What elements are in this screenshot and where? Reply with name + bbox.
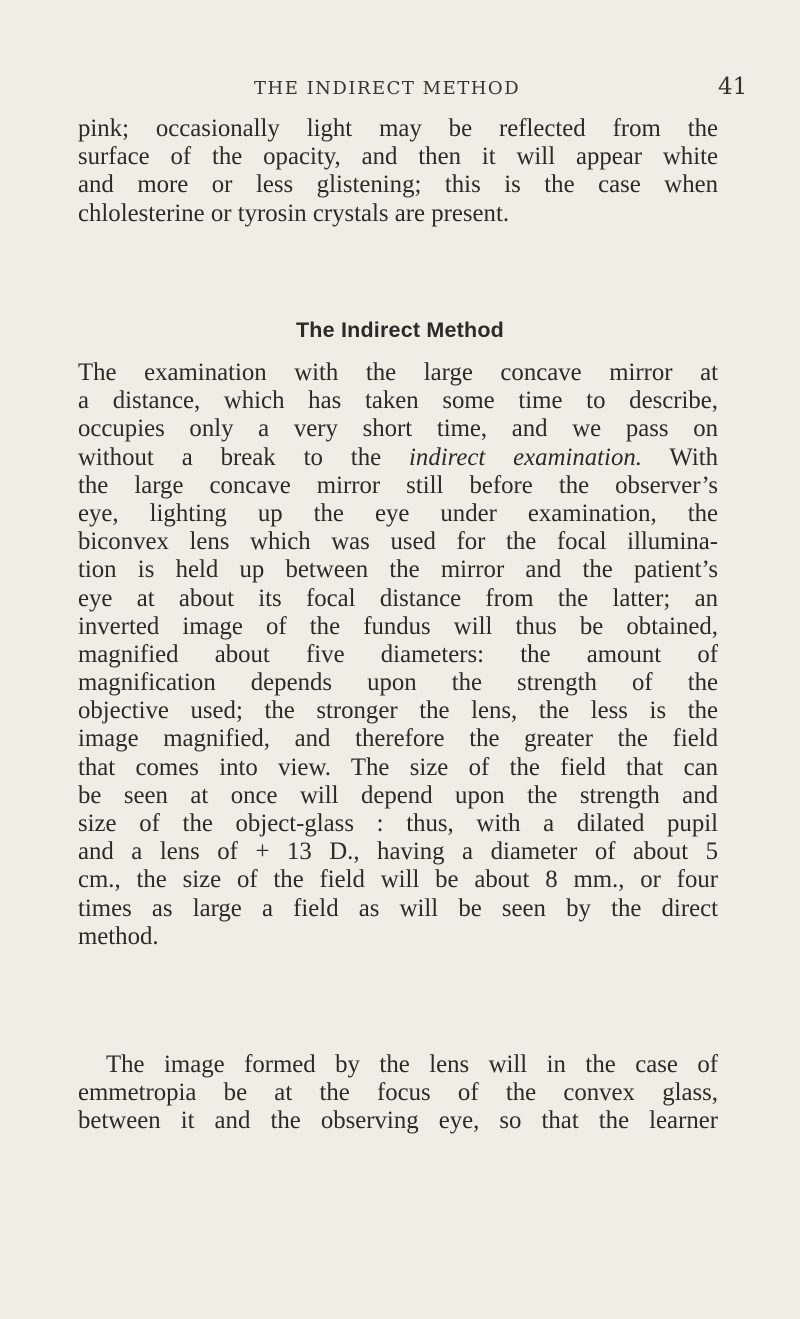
text-line: inverted image of the fundus will thus be obtained, bbox=[78, 612, 718, 640]
section-heading: The Indirect Method bbox=[295, 318, 505, 342]
text-line: emmetropia be at the focus of the convex glass, bbox=[78, 1079, 718, 1107]
text-line: size of the object-glass : thus, with a dilated pupil bbox=[78, 810, 718, 837]
text-line: pink; occasionally light may be reflected from the bbox=[78, 115, 718, 142]
text-line: eye, lighting up the eye under examination, the bbox=[78, 499, 718, 527]
text-line: a distance, which has taken some time to describe, bbox=[78, 387, 718, 415]
text-line: The image formed by the lens will in the case of bbox=[106, 1051, 718, 1078]
text-line: magnified about five diameters: the amount of bbox=[78, 640, 718, 668]
emphasis-term: indirect examination. bbox=[409, 443, 642, 471]
text-line: be seen at once will depend upon the strength and bbox=[78, 781, 718, 809]
text-line: occupies only a very short time, and we pass on bbox=[78, 415, 718, 443]
text-line-with-emphasis bbox=[78, 444, 718, 472]
text-line: image magnified, and therefore the greater the field bbox=[78, 725, 718, 753]
text-line: times as large a field as will be seen by the direct bbox=[78, 894, 718, 922]
page-number: 41 bbox=[718, 74, 748, 100]
running-head: THE INDIRECT METHOD bbox=[254, 78, 521, 99]
text-line: magnification depends upon the strength of the bbox=[78, 669, 718, 697]
text-line: surface of the opacity, and then it will appear white bbox=[78, 143, 718, 171]
text-line: cm., the size of the field will be about 8 mm., or four bbox=[78, 866, 718, 894]
paragraph-image-formation bbox=[78, 1051, 718, 1136]
text-fragment: without a break to the bbox=[78, 443, 410, 471]
text-line: The examination with the large concave mirror at bbox=[78, 359, 718, 386]
text-line: objective used; the stronger the lens, the less is the bbox=[78, 697, 718, 725]
text-fragment: With bbox=[641, 443, 718, 471]
text-line: and more or less glistening; this is the case when bbox=[78, 171, 718, 199]
paragraph-continuation bbox=[78, 115, 718, 228]
text-line: and a lens of + 13 D., having a diameter of about 5 bbox=[78, 838, 718, 866]
paragraph-indirect-method bbox=[78, 359, 718, 951]
text-line: tion is held up between the mirror and the patient’s bbox=[78, 556, 718, 584]
text-line: eye at about its focal distance from the latter; an bbox=[78, 584, 718, 612]
text-line: that comes into view. The size of the field that can bbox=[78, 753, 718, 781]
text-line: biconvex lens which was used for the focal illumina- bbox=[78, 528, 718, 556]
text-line: method. bbox=[78, 922, 159, 950]
text-line: between it and the observing eye, so that the learner bbox=[78, 1107, 718, 1135]
page-header bbox=[0, 74, 800, 106]
text-line: chlolesterine or tyrosin crystals are present. bbox=[78, 199, 510, 227]
text-line: the large concave mirror still before the observer’s bbox=[78, 471, 718, 499]
